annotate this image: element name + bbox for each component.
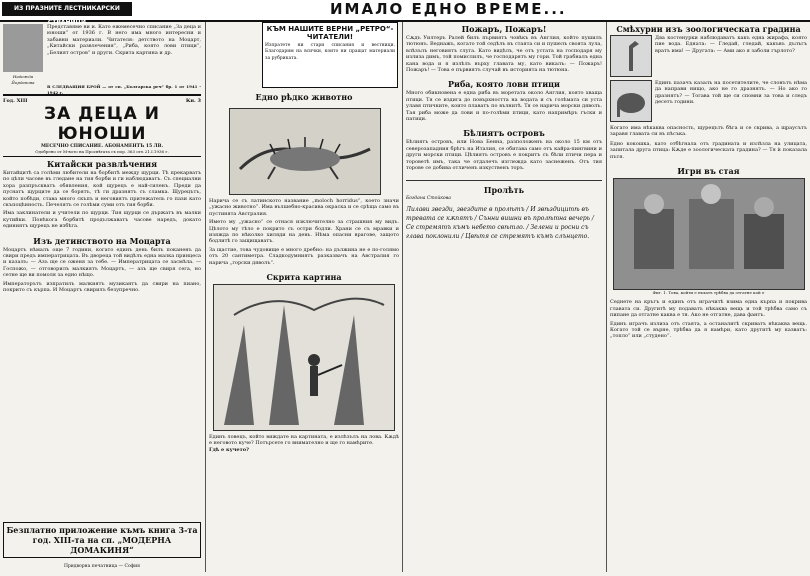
author-photo bbox=[3, 24, 43, 72]
heading-zoo-jokes: Смѣхурии изъ зоологическата градина bbox=[616, 24, 801, 34]
heading-hidden-picture: Скрита картина bbox=[266, 272, 342, 283]
guard-drawing bbox=[610, 80, 652, 122]
hidden-picture-text: Единъ ловецъ, който виждате на картината, е излѣзълъ на лова. Кѫдѣ е неговото куче? Потърсете го внимателно и ще го намѣрите. bbox=[209, 434, 399, 447]
zoo-text-3: Когато има нѣкаква опасность, щурецътъ бѣга и се скрива, а щраусътъ заравя главата си въ пѣсъка. bbox=[610, 125, 807, 138]
heading-fish: Риба, която лови птици bbox=[448, 79, 560, 90]
promo-title: КЪМ НАШИТЕ ВЕРНИ „РЕТРО“-ЧИТАТЕЛИ! bbox=[266, 25, 394, 41]
games-text-2: Единъ играчъ излиза отъ стаята, а останалитѣ скриватъ нѣкаква вещь. Когато той се върне, трѣбва да я намѣри, като другитѣ му казватъ: „топло“ или „студено“. bbox=[610, 320, 807, 340]
promo-text: Изпратете ни стари списания и вестници. Благодарим на всички, които ни пращат материали за рубриката. bbox=[265, 43, 395, 61]
animal-text-3: За щастие, това чудовище е много дребно: на дължина не е по-голямо отъ 20 сантиметра. Сладкодумниятъ разказвачъ на Австралия го нарича „горски дяволъ“. bbox=[209, 246, 399, 266]
animal-text-1: Нарича се съ латинското название „moloch horridus“, което значи „ужасно животно“. Има вълшебно-красива окраска и се срѣща само въ пустинята Австралия. bbox=[209, 198, 399, 217]
magazine-subtitle: МЕСЕЧНО СПИСАНИЕ. АБОНАМЕНТЪ 15 ЛВ. bbox=[40, 144, 164, 149]
heading-fire: Пожаръ, Пожаръ! bbox=[461, 24, 547, 34]
top-banner bbox=[0, 0, 810, 26]
heading-white-island: Бѣлиятъ островъ bbox=[463, 128, 545, 139]
section-tag: ИЗ ПРАЗНИТЕ ЛЕСТНИКАРСКИ СТРАНИЦИ bbox=[2, 2, 132, 16]
chinese-text-1: Китайцитѣ са голѣми любители на борбитѣ между щурци. Тѣ прекарватъ по цѣли часове въ гледане на тия борби и ги наблюдаватъ. Съ специални хора разпръскватъ обявления, кой щурецъ е най-силенъ. Преди да пуснатъ щурците да се борятъ, тѣ ги дразнятъ съ сламка. Щурецътъ, който побѣди, става много скъпъ и неговиятъ притежатель го пази като скъпоцѣнность. Печелятъ се голѣми суми отъ тия борби. bbox=[3, 170, 201, 209]
mozart-text-1: Моцартъ нѣмалъ още 7 години, когато единъ день билъ поканенъ да свири предъ императрицата. Въ двореца той видѣлъ една малка принцеса и казалъ: — Азъ ще се оженя за тебе. — Императрицата се засмѣла. — Госпожо, — отговорилъ малкиятъ Моцартъ, — азъ ще свиря сега, но сетне ще ви помоля за едно нѣщо. bbox=[3, 246, 201, 279]
column-4 bbox=[610, 22, 807, 572]
zoo-drawing bbox=[610, 35, 652, 77]
author-name: Надежда Йорданова bbox=[11, 74, 35, 86]
chinese-text-2: Има заклинатели и учители по щурци. Тия щурци се държатъ въ малки кутийки. Понѣкога борбитѣ продължаватъ часове наредъ, докато единиятъ щурецъ не избѣга. bbox=[3, 210, 201, 230]
promo-box bbox=[262, 22, 398, 88]
island-text: Бѣлиятъ островъ, или Нова Бенна, разположенъ на около 15 км отъ северозападния брѣгъ на Италия, се обитава само отъ кайра-пингвини и други морски птици. Цѣлиятъ островъ е покритъ съ бѣли птичи пера и тороветѣ имъ, така че отдалечъ изглежда като заснеженъ. Отъ тия торове се добива отличенъ изкуственъ торъ. bbox=[406, 139, 602, 172]
poem-author: Богдана Стойкова bbox=[406, 195, 451, 201]
heading-room-games: Игри въ стая bbox=[677, 166, 740, 177]
masthead bbox=[3, 94, 201, 157]
column-3 bbox=[406, 22, 602, 572]
zoo-text-1: Два костенурки наблюдаватъ какъ една жирафа, която пие вода. Едната: — Гледай, гледай, какъвъ дълъгъ вратъ има! — Другата: — Ами ако я заболи гърлото? bbox=[655, 35, 807, 54]
heading-mozart: Изъ детинството на Моцарта bbox=[33, 235, 171, 246]
heading-chinese: Китайски развлѣчения bbox=[46, 159, 157, 169]
giraffe-icon bbox=[611, 36, 651, 76]
spring-poem: Лилави звезди, звездите в пролѣтъ / И звѣздицитѣ въ тревата се кѫпятъ / Сънни вишни въ пролѣтна вечерь / Се стремятъ къмъ небето свѣтло. / Зелени и росни съ глава поклонили / Цвѣтя се стремятъ къмъ слънцето. bbox=[406, 205, 594, 240]
photo-caption: Фиг. 1. Това, койти е пъхатъ трѣбва да отгатне кой е bbox=[652, 290, 765, 296]
masthead-year: Год. XIII bbox=[3, 98, 28, 104]
heading-rare-animal: Едно рѣдко животно bbox=[255, 92, 353, 102]
lizard-illustration bbox=[229, 108, 381, 195]
zoo-text-4: Едно кокошка, като отбѣгнала отъ градината и излѣзла на улицата, запитала друга птица: Кѫде е зоологическата градина? — Тя ѝ показала пътя. bbox=[610, 140, 807, 160]
hidden-picture bbox=[213, 284, 395, 431]
hunter-drawing bbox=[214, 285, 394, 430]
printer-line: Придворна печатница — София bbox=[63, 564, 141, 569]
magazine-name: ЗА ДЕЦА И ЮНОШИ bbox=[44, 104, 160, 144]
lizard-drawing bbox=[230, 109, 380, 194]
elephant-icon bbox=[611, 81, 651, 121]
supplement-ad: Безплатно приложение къмъ книга 3-та год. XIII-та на сп. „МОДЕРНА ДОМАКИНЯ“ bbox=[3, 522, 201, 558]
masthead-issue: Кн. 3 bbox=[185, 98, 201, 104]
games-photo bbox=[613, 178, 805, 290]
animal-text-2: Името му „ужасно“ се отнася изключително за страшния му видъ. Цѣлото му тѣло е покрито съ остри бодли. Храни се съ мравки и изяжда по нѣколко хиляди на день. Нѣма опасни врагове, защото бодлитѣ го защищаватъ. bbox=[209, 219, 399, 245]
page-title: ИМАЛО ЕДНО ВРЕМЕ... bbox=[330, 0, 567, 18]
hidden-picture-question: Гдѣ е кучето? bbox=[209, 446, 249, 453]
games-text-1: Седнете на кръгъ и единъ отъ играчитѣ взима една кърпа и покрива главата си. Другитѣ му подаватъ нѣкаква вещь и той трѣбва само съ пипане да отгатне каква е тя. Ако не отгатне, дава фантъ. bbox=[610, 299, 807, 319]
zoo-text-2: Единъ пазачъ казалъ на посетителите, че слонътъ нѣма да направи нищо, ако не го дразнятъ. — Но ако го дразнятъ? — Тогава той ще си спомни за това и следъ десетъ години. bbox=[655, 80, 807, 106]
intro-text: Представяме ви и. Като ежемесечно списание „За деца и юноши“ от 1936 г. В него има много интересни и забавни материали. Читателя: детството на Моцарт, „Китайски развлечения“, „Риба, която лови птици“, „Белият остров“ и други. Скрита картина и др. bbox=[47, 24, 201, 56]
fire-text: Сѫдъ Уилтеръ Ралей билъ първиятъ човѣкъ въ Англия, който пушилъ тютюнъ. Веднажъ, когато той седѣлъ въ стаята си и пушелъ своята лула, влѣзълъ неговиятъ слуга. Като видѣлъ, че отъ устата на господаря му излиза димъ, той помислилъ, че господарятъ му гори. Той грабналъ една кана вода и я излѣлъ върху главата му, като викалъ: — Пожаръ! Пожаръ! — Това е първиятъ случай въ историята на тютюна. bbox=[406, 35, 602, 74]
magazine-note: Одобрено от М-вото на Просвѣтата съ пор. 363 отъ 21.I.1936 г. bbox=[3, 149, 201, 157]
mozart-text-2: Императорътъ изпратилъ малкиятъ музикантъ да свири на пиано, покрито съ кърпа. И Моцартъ свирилъ безупречно. bbox=[3, 280, 201, 294]
intro-block bbox=[3, 22, 201, 96]
column-1 bbox=[3, 22, 201, 572]
children-playing-photo bbox=[614, 179, 804, 289]
column-2 bbox=[209, 90, 399, 572]
intro-issue: В СЛЕДВАЩИЯ БРОЙ — от сп. „Българска реч“ бр. 1 от 1941 - 1942 г. bbox=[47, 84, 201, 96]
fish-text: Много обикновена е една риба въ моретата около Англия, която хваща птици. Тя се издига до повърхността на водата и съ голѣмата си уста улавя птичките, които плаватъ по вълнитѣ. Тя се нарича морски дяволъ. Тая риба може да лови и по-голѣми птици, като напримѣръ гъски и патици. bbox=[406, 90, 602, 123]
heading-spring: Пролѣть bbox=[483, 184, 525, 195]
